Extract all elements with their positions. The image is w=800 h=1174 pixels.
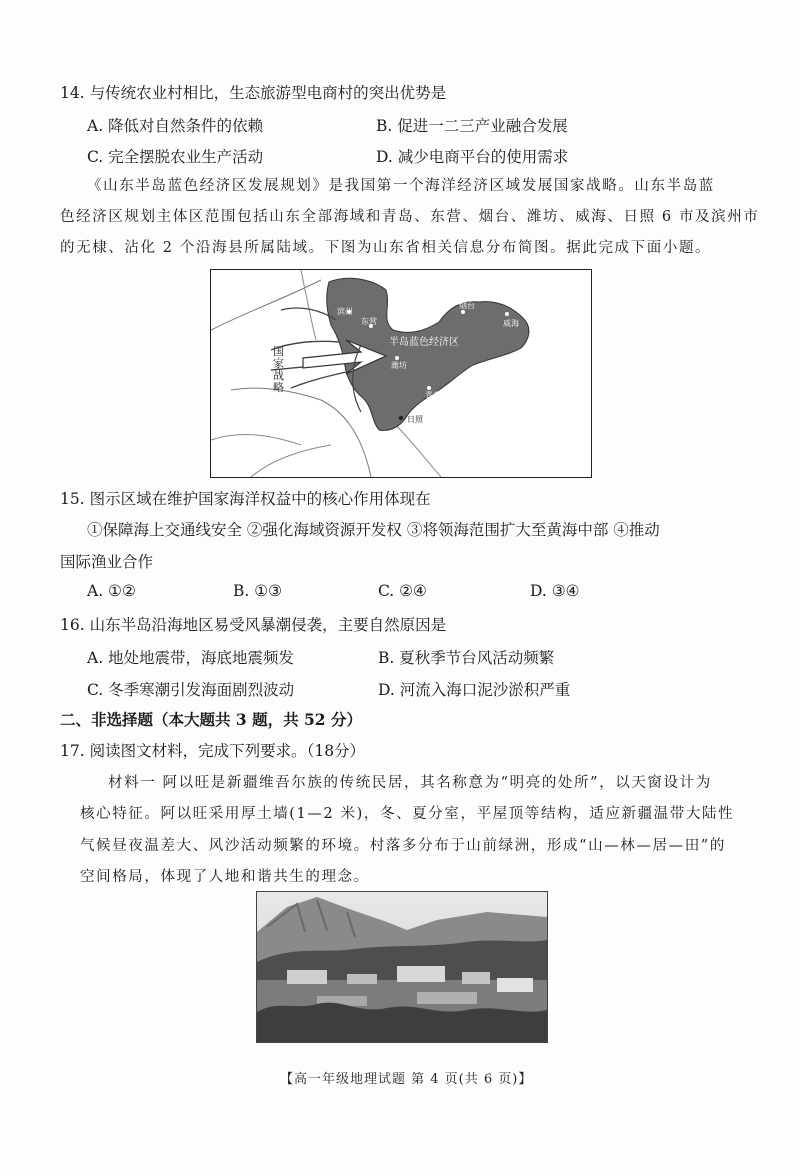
q16-option-d: D. 河流入海口泥沙淤积严重: [378, 681, 571, 699]
intro-line-3: 的无棣、沾化 2 个沿海县所属陆域。下图为山东省相关信息分布简图。据此完成下面小题。: [60, 240, 712, 256]
section-2-title: 二、非选择题（本大题共 3 题，共 52 分）: [60, 710, 362, 729]
city-dot: [395, 356, 399, 360]
q15-items-line-1: ①保障海上交通线安全 ②强化海域资源开发权 ③将领海范围扩大至黄海中部 ④推动: [87, 521, 660, 539]
city-dot: [427, 386, 431, 390]
q16-option-a: A. 地处地震带，海底地震频发: [87, 649, 295, 667]
q17-stem: 17. 阅读图文材料，完成下列要求。（18分）: [60, 742, 366, 760]
border-line: [231, 388, 371, 477]
q15-stem: 15. 图示区域在维护国家海洋权益中的核心作用体现在: [60, 490, 431, 508]
city-dot: [461, 310, 465, 314]
strategy-arrow: [291, 370, 356, 388]
intro-line-2: 色经济区规划主体区范围包括山东全部海域和青岛、东营、烟台、潍坊、威海、日照 6 市及滨州市: [60, 209, 760, 225]
city-label-yantai: 烟台: [459, 301, 475, 310]
intro-line-1: 《山东半岛蓝色经济区发展规划》是我国第一个海洋经济区域发展国家战略。山东半岛蓝: [87, 178, 715, 194]
q17-material-line-4: 空间格局，体现了人地和谐共生的理念。: [80, 869, 370, 885]
q14-option-d: D. 减少电商平台的使用需求: [376, 148, 569, 166]
border-line: [391, 420, 441, 477]
q15-option-b: B. ①③: [233, 582, 283, 600]
village-photo-svg: [257, 892, 547, 1042]
q14-stem: 14. 与传统农业村相比，生态旅游型电商村的突出优势是: [60, 84, 447, 102]
village-photo: [256, 891, 548, 1043]
border-line: [211, 435, 301, 445]
zone-label: 半岛蓝色经济区: [389, 337, 459, 348]
q14-option-a: A. 降低对自然条件的依赖: [87, 117, 264, 135]
city-dot: [505, 312, 509, 316]
strategy-label: 国家战略: [273, 345, 284, 394]
city-label-binzhou: 滨州: [337, 307, 353, 316]
q17-material-line-1: 材料一 阿以旺是新疆维吾尔族的传统民居，其名称意为“明亮的处所”，以天窗设计为: [108, 775, 712, 791]
q15-option-c: C. ②④: [378, 582, 427, 600]
city-dot: [399, 416, 403, 420]
page-footer: 【高一年级地理试题 第 4 页(共 6 页)】: [280, 1072, 533, 1087]
city-label-qingdao: 青岛: [425, 391, 441, 400]
q16-option-c: C. 冬季寒潮引发海面剧烈波动: [87, 681, 295, 699]
q15-items-line-2: 国际渔业合作: [60, 553, 154, 571]
q15-option-d: D. ③④: [530, 582, 580, 600]
q14-option-c: C. 完全摆脱农业生产活动: [87, 148, 264, 166]
border-line: [301, 270, 316, 340]
shandong-map: [210, 269, 592, 478]
shandong-map-svg: [211, 270, 591, 477]
city-label-weihai: 威海: [503, 319, 519, 328]
city-label-weifang: 潍坊: [391, 361, 407, 370]
q15-option-a: A. ①②: [87, 582, 136, 600]
q17-material-line-3: 气候昼夜温差大、风沙活动频繁的环境。村落多分布于山前绿洲，形成“山—林—居—田”的: [80, 838, 726, 854]
q16-stem: 16. 山东半岛沿海地区易受风暴潮侵袭，主要自然原因是: [60, 616, 447, 634]
city-label-dongying: 东营: [361, 317, 377, 326]
city-label-rizhao: 日照: [407, 415, 423, 424]
q16-option-b: B. 夏秋季节台风活动频繁: [378, 649, 555, 667]
border-line: [251, 445, 331, 477]
q17-material-line-2: 核心特征。阿以旺采用厚土墙(1—2 米)，冬、夏分室，平屋顶等结构，适应新疆温带大陆性: [80, 806, 735, 822]
q14-option-b: B. 促进一二三产业融合发展: [376, 117, 568, 135]
